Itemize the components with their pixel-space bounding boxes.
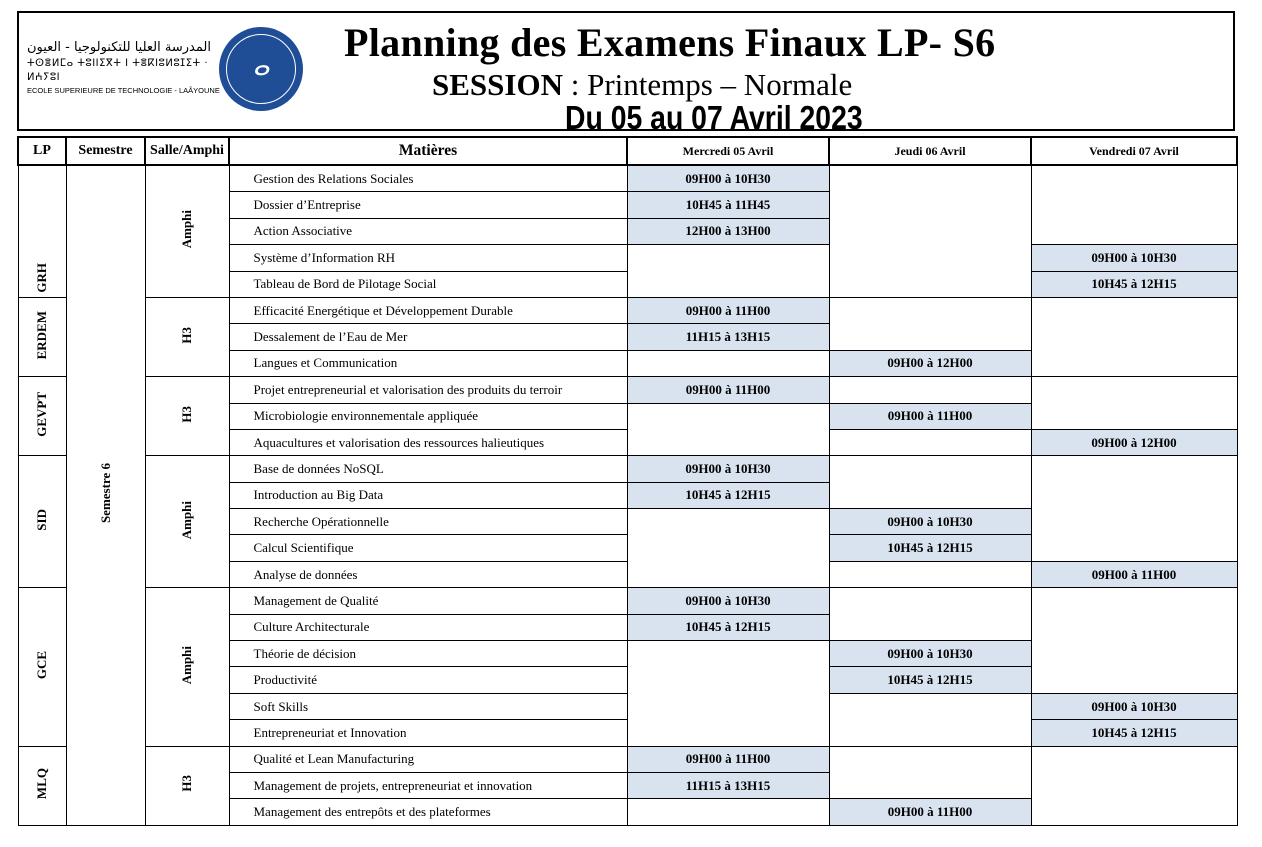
session-label: SESSION xyxy=(432,67,563,102)
subject-cell: Productivité xyxy=(229,667,627,693)
table-body xyxy=(18,165,1237,825)
lp-label: ERDEM xyxy=(34,310,49,360)
time-slot-mercredi: 12H00 à 13H00 xyxy=(627,218,829,244)
room-label: H3 xyxy=(179,326,194,344)
page-title: Planning des Examens Finaux LP- S6 xyxy=(344,20,996,65)
subject-cell: Management de Qualité xyxy=(229,588,627,614)
time-slot-mercredi: 09H00 à 10H30 xyxy=(627,588,829,614)
room-cell xyxy=(145,165,229,297)
table-row xyxy=(18,377,1237,403)
subject-cell: Théorie de décision xyxy=(229,641,627,667)
time-slot-vendredi: 09H00 à 10H30 xyxy=(1031,693,1237,719)
table-row xyxy=(18,456,1237,482)
subject-cell: Dessalement de l’Eau de Mer xyxy=(229,324,627,350)
subject-cell: Entrepreneuriat et Innovation xyxy=(229,720,627,746)
subject-cell: Système d’Information RH xyxy=(229,245,627,271)
subject-cell: Efficacité Energétique et Développement Durable xyxy=(229,297,627,323)
lp-cell xyxy=(18,588,66,746)
time-slot-mercredi: 10H45 à 12H15 xyxy=(627,614,829,640)
time-slot-mercredi: 09H00 à 10H30 xyxy=(627,165,829,192)
date-range: Du 05 au 07 Avril 2023 xyxy=(565,99,863,136)
room-cell xyxy=(145,456,229,588)
time-slot-mercredi: 11H15 à 13H15 xyxy=(627,324,829,350)
room-cell xyxy=(145,297,229,376)
subject-cell: Management de projets, entrepreneuriat et innovation xyxy=(229,772,627,798)
time-slot-jeudi xyxy=(829,561,1031,587)
room-cell xyxy=(145,377,229,456)
subject-cell: Recherche Opérationnelle xyxy=(229,509,627,535)
subject-cell: Aquacultures et valorisation des ressources halieutiques xyxy=(229,429,627,455)
subject-cell: Calcul Scientifique xyxy=(229,535,627,561)
time-slot-jeudi xyxy=(829,456,1031,509)
session-line xyxy=(432,67,852,103)
time-slot-mercredi xyxy=(627,641,829,747)
subject-cell: Analyse de données xyxy=(229,561,627,587)
subject-cell: Culture Architecturale xyxy=(229,614,627,640)
lp-label: GEVPT xyxy=(34,391,49,437)
subject-cell: Microbiologie environnementale appliquée xyxy=(229,403,627,429)
time-slot-jeudi: 09H00 à 12H00 xyxy=(829,350,1031,376)
time-slot-mercredi: 09H00 à 11H00 xyxy=(627,377,829,403)
time-slot-vendredi: 09H00 à 11H00 xyxy=(1031,561,1237,587)
time-slot-vendredi: 10H45 à 12H15 xyxy=(1031,720,1237,746)
subject-cell: Management des entrepôts et des plateformes xyxy=(229,799,627,825)
lp-label: GRH xyxy=(34,263,49,293)
lp-cell xyxy=(18,165,66,297)
session-value: : Printemps – Normale xyxy=(562,67,853,102)
table-row xyxy=(18,588,1237,614)
time-slot-vendredi: 09H00 à 12H00 xyxy=(1031,429,1237,455)
subject-cell: Base de données NoSQL xyxy=(229,456,627,482)
table-row xyxy=(18,297,1237,323)
semester-cell xyxy=(66,165,145,825)
lp-label: SID xyxy=(34,508,49,531)
time-slot-vendredi xyxy=(1031,377,1237,430)
column-header-lp: LP xyxy=(18,137,66,165)
time-slot-jeudi xyxy=(829,429,1031,455)
subject-cell: Qualité et Lean Manufacturing xyxy=(229,746,627,772)
subject-cell: Projet entrepreneurial et valorisation des produits du terroir xyxy=(229,377,627,403)
table-row xyxy=(18,746,1237,772)
time-slot-vendredi xyxy=(1031,746,1237,825)
lp-cell xyxy=(18,297,66,376)
subject-cell: Langues et Communication xyxy=(229,350,627,376)
subject-cell: Dossier d’Entreprise xyxy=(229,192,627,218)
exam-schedule-table xyxy=(17,136,1238,826)
time-slot-jeudi xyxy=(829,588,1031,641)
subject-cell: Introduction au Big Data xyxy=(229,482,627,508)
time-slot-jeudi: 09H00 à 11H00 xyxy=(829,403,1031,429)
room-label: H3 xyxy=(179,405,194,423)
subject-cell: Soft Skills xyxy=(229,693,627,719)
time-slot-vendredi: 10H45 à 12H15 xyxy=(1031,271,1237,297)
table-header-row xyxy=(18,137,1237,165)
time-slot-mercredi: 10H45 à 12H15 xyxy=(627,482,829,508)
university-seal-icon: ⴰ xyxy=(219,27,303,111)
time-slot-mercredi: 10H45 à 11H45 xyxy=(627,192,829,218)
lp-label: MLQ xyxy=(34,768,49,800)
table-row xyxy=(18,165,1237,192)
time-slot-mercredi xyxy=(627,403,829,456)
time-slot-jeudi: 09H00 à 10H30 xyxy=(829,641,1031,667)
school-logo-text xyxy=(27,39,227,97)
column-header-salle: Salle/Amphi xyxy=(145,137,229,165)
time-slot-vendredi xyxy=(1031,456,1237,562)
time-slot-mercredi: 09H00 à 11H00 xyxy=(627,746,829,772)
column-header-matieres: Matières xyxy=(229,137,627,165)
subject-cell: Action Associative xyxy=(229,218,627,244)
time-slot-vendredi xyxy=(1031,165,1237,245)
time-slot-vendredi xyxy=(1031,588,1237,694)
lp-cell xyxy=(18,377,66,456)
time-slot-mercredi xyxy=(627,509,829,588)
school-name-arabic: المدرسة العليا للتكنولوجيا - العيون xyxy=(27,40,211,55)
column-header-mercredi: Mercredi 05 Avril xyxy=(627,137,829,165)
lp-cell xyxy=(18,456,66,588)
subject-cell: Tableau de Bord de Pilotage Social xyxy=(229,271,627,297)
time-slot-jeudi: 10H45 à 12H15 xyxy=(829,667,1031,693)
time-slot-mercredi xyxy=(627,799,829,825)
room-label: Amphi xyxy=(179,210,194,249)
time-slot-jeudi: 09H00 à 10H30 xyxy=(829,509,1031,535)
time-slot-jeudi xyxy=(829,377,1031,403)
time-slot-mercredi xyxy=(627,245,829,298)
semester-label: Semestre 6 xyxy=(97,463,113,524)
time-slot-jeudi: 09H00 à 11H00 xyxy=(829,799,1031,825)
column-header-semestre: Semestre xyxy=(66,137,145,165)
school-name-french: ECOLE SUPERIEURE DE TECHNOLOGIE - LAÂYOUNE xyxy=(27,86,220,95)
lp-cell xyxy=(18,746,66,825)
time-slot-vendredi: 09H00 à 10H30 xyxy=(1031,245,1237,271)
time-slot-mercredi: 09H00 à 11H00 xyxy=(627,297,829,323)
lp-label: GCE xyxy=(34,650,49,679)
column-header-jeudi: Jeudi 06 Avril xyxy=(829,137,1031,165)
time-slot-mercredi: 09H00 à 10H30 xyxy=(627,456,829,482)
time-slot-jeudi: 10H45 à 12H15 xyxy=(829,535,1031,561)
document-header xyxy=(17,11,1235,136)
room-label: Amphi xyxy=(179,500,194,539)
time-slot-mercredi xyxy=(627,350,829,376)
subject-cell: Gestion des Relations Sociales xyxy=(229,165,627,192)
time-slot-jeudi xyxy=(829,693,1031,746)
time-slot-jeudi xyxy=(829,746,1031,799)
time-slot-jeudi xyxy=(829,165,1031,297)
time-slot-vendredi xyxy=(1031,297,1237,376)
school-name-tifinagh: ⵜⵙⴻⵍⵎⴰ ⵜⵓⵏⵏⵉⴳⵜ ⵏ ⵜⴻⴽⵏⵓⵍⵓⵊⵉⵜ · ⵍⵄⵢⵓⵏ xyxy=(27,58,209,83)
room-label: Amphi xyxy=(179,645,194,685)
column-header-vendredi: Vendredi 07 Avril xyxy=(1031,137,1237,165)
time-slot-mercredi: 11H15 à 13H15 xyxy=(627,772,829,798)
room-cell xyxy=(145,746,229,825)
room-cell xyxy=(145,588,229,746)
time-slot-jeudi xyxy=(829,297,1031,350)
room-label: H3 xyxy=(179,775,194,792)
